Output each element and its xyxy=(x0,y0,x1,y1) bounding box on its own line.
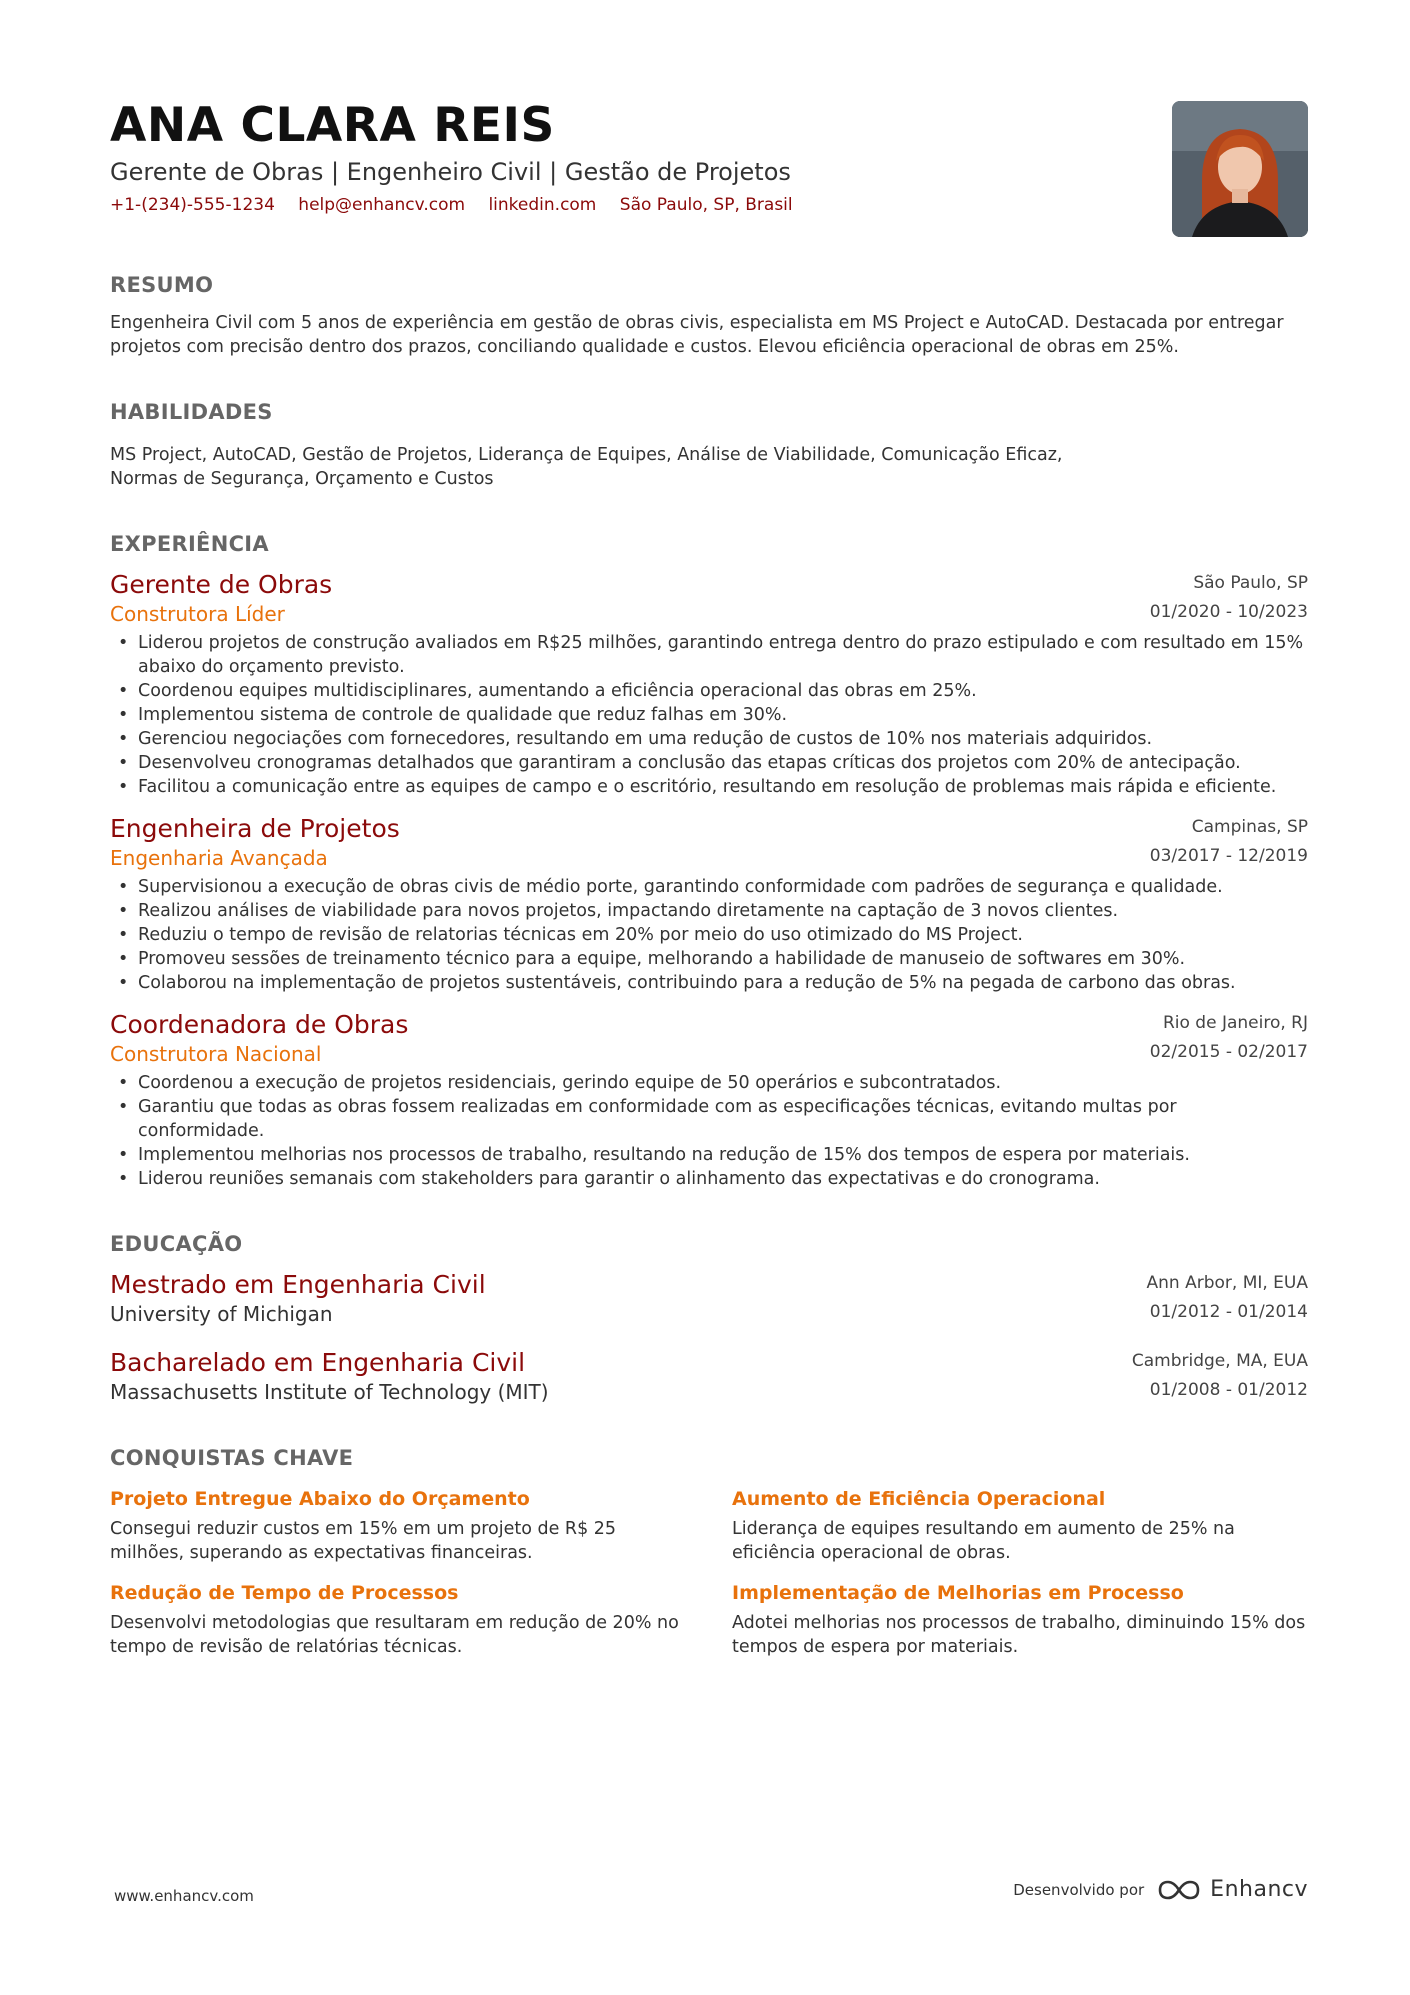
education-entry xyxy=(110,1269,1308,1327)
contact-info xyxy=(110,192,1308,218)
achievement-item xyxy=(732,1579,1308,1659)
experience-bullet: • Reduziu o tempo de revisão de relatorias técnicas em 20% por meio do uso otimizado do MS Project. xyxy=(110,923,1308,947)
experience-dates: 01/2020 - 10/2023 xyxy=(1149,602,1308,622)
education-degree: Bacharelado em Engenharia Civil xyxy=(110,1348,526,1377)
contact-location: São Paulo, SP, Brasil xyxy=(619,195,793,215)
experience-location: São Paulo, SP xyxy=(1193,573,1308,593)
contact-phone[interactable]: +1-(234)-555-1234 xyxy=(110,195,275,215)
experience-entry xyxy=(110,569,1308,799)
contact-email[interactable]: help@enhancv.com xyxy=(298,195,466,215)
experience-bullet: • Gerenciou negociações com fornecedores, resultando em uma redução de custos de 10% nos materiais adquiridos. xyxy=(110,727,1308,751)
education-school: Massachusetts Institute of Technology (MIT) xyxy=(110,1380,549,1404)
education-heading: EDUCAÇÃO xyxy=(110,1232,243,1256)
achievement-title: Projeto Entregue Abaixo do Orçamento xyxy=(110,1488,530,1510)
skills-line-1: MS Project, AutoCAD, Gestão de Projetos, Liderança de Equipes, Análise de Viabilidade, Comunicação Eficaz, xyxy=(110,445,1063,465)
education-dates: 01/2012 - 01/2014 xyxy=(1149,1302,1308,1322)
experience-company: Construtora Líder xyxy=(110,602,285,626)
summary-section xyxy=(110,270,1308,359)
experience-dates: 02/2015 - 02/2017 xyxy=(1149,1042,1308,1062)
achievements-grid xyxy=(110,1485,1308,1659)
footer-brand[interactable]: Enhancv xyxy=(1210,1877,1308,1902)
achievement-description: Adotei melhorias nos processos de trabalho, diminuindo 15% dos tempos de espera por materiais. xyxy=(732,1613,1306,1657)
experience-company: Engenharia Avançada xyxy=(110,846,328,870)
experience-bullet: • Coordenou equipes multidisciplinares, aumentando a eficiência operacional das obras em 25%. xyxy=(110,679,1308,703)
summary-heading: RESUMO xyxy=(110,273,214,297)
experience-bullet: • Coordenou a execução de projetos residenciais, gerindo equipe de 50 operários e subcontratados. xyxy=(110,1071,1308,1095)
candidate-headline: Gerente de Obras | Engenheiro Civil | Gestão de Projetos xyxy=(110,158,791,186)
enhancv-logo-icon xyxy=(1156,1878,1202,1902)
achievements-heading: CONQUISTAS CHAVE xyxy=(110,1446,354,1470)
skills-heading: HABILIDADES xyxy=(110,400,273,424)
footer-branding xyxy=(1013,1877,1308,1902)
experience-role: Coordenadora de Obras xyxy=(110,1010,409,1039)
experience-heading: EXPERIÊNCIA xyxy=(110,532,269,556)
experience-role: Gerente de Obras xyxy=(110,570,333,599)
education-dates: 01/2008 - 01/2012 xyxy=(1149,1380,1308,1400)
experience-location: Campinas, SP xyxy=(1191,817,1308,837)
education-meta xyxy=(1147,1269,1309,1327)
experience-meta xyxy=(1150,569,1308,627)
footer-website[interactable]: www.enhancv.com xyxy=(114,1887,254,1905)
achievement-item xyxy=(110,1579,686,1659)
experience-location: Rio de Janeiro, RJ xyxy=(1162,1013,1308,1033)
experience-entry xyxy=(110,813,1308,995)
experience-bullets xyxy=(110,1071,1308,1191)
achievement-item xyxy=(732,1485,1308,1565)
achievement-title: Aumento de Eficiência Operacional xyxy=(732,1488,1106,1510)
education-location: Ann Arbor, MI, EUA xyxy=(1146,1273,1308,1293)
experience-company: Construtora Nacional xyxy=(110,1042,322,1066)
education-meta xyxy=(1132,1347,1308,1405)
achievement-description: Consegui reduzir custos em 15% em um projeto de R$ 25 milhões, superando as expectativas financeiras. xyxy=(110,1519,617,1563)
experience-meta xyxy=(1150,1009,1308,1067)
skills-list xyxy=(110,443,1308,491)
experience-bullet: • Facilitou a comunicação entre as equipes de campo e o escritório, resultando em resolução de problemas mais rápida e eficiente. xyxy=(110,775,1308,799)
experience-bullet: • Garantiu que todas as obras fossem realizadas em conformidade com as especificações técnicas, evitando multas por conformidade. xyxy=(110,1095,1308,1143)
experience-bullets xyxy=(110,631,1308,799)
education-degree: Mestrado em Engenharia Civil xyxy=(110,1270,486,1299)
skills-section xyxy=(110,397,1308,491)
resume-content xyxy=(110,98,1308,1659)
resume-header xyxy=(110,98,1308,248)
summary-text: Engenheira Civil com 5 anos de experiência em gestão de obras civis, especialista em MS Project e AutoCAD. Destacada por entregar projetos com precisão dentro dos prazos, conciliando qualidade e custos. Elevou eficiência operacional de obras em 25%. xyxy=(110,313,1284,357)
experience-bullet: • Promoveu sessões de treinamento técnico para a equipe, melhorando a habilidade de manuseio de softwares em 30%. xyxy=(110,947,1308,971)
achievement-description: Desenvolvi metodologias que resultaram em redução de 20% no tempo de revisão de relatórias técnicas. xyxy=(110,1613,679,1657)
experience-bullets xyxy=(110,875,1308,995)
achievements-section xyxy=(110,1443,1308,1659)
education-section xyxy=(110,1229,1308,1405)
achievement-item xyxy=(110,1485,686,1565)
footer-powered-by: Desenvolvido por xyxy=(1013,1880,1145,1899)
experience-role: Engenheira de Projetos xyxy=(110,814,400,843)
achievement-description: Liderança de equipes resultando em aumento de 25% na eficiência operacional de obras. xyxy=(732,1519,1235,1563)
achievement-title: Implementação de Melhorias em Processo xyxy=(732,1582,1184,1604)
experience-bullet: • Implementou sistema de controle de qualidade que reduz falhas em 30%. xyxy=(110,703,1308,727)
profile-photo-illustration xyxy=(1172,101,1308,237)
experience-entry xyxy=(110,1009,1308,1191)
experience-bullet: • Desenvolveu cronogramas detalhados que garantiram a conclusão das etapas críticas dos projetos com 20% de antecipação. xyxy=(110,751,1308,775)
education-entry xyxy=(110,1347,1308,1405)
experience-bullet: • Colaborou na implementação de projetos sustentáveis, contribuindo para a redução de 5% na pegada de carbono das obras. xyxy=(110,971,1308,995)
experience-dates: 03/2017 - 12/2019 xyxy=(1149,846,1308,866)
experience-bullet: • Implementou melhorias nos processos de trabalho, resultando na redução de 15% dos tempos de espera por materiais. xyxy=(110,1143,1308,1167)
experience-meta xyxy=(1150,813,1308,871)
experience-section xyxy=(110,529,1308,1191)
experience-bullet: • Supervisionou a execução de obras civis de médio porte, garantindo conformidade com padrões de segurança e qualidade. xyxy=(110,875,1308,899)
skills-line-2: Normas de Segurança, Orçamento e Custos xyxy=(110,469,494,489)
contact-linkedin[interactable]: linkedin.com xyxy=(488,195,597,215)
education-school: University of Michigan xyxy=(110,1302,333,1326)
education-location: Cambridge, MA, EUA xyxy=(1131,1351,1308,1371)
candidate-name: ANA CLARA REIS xyxy=(110,98,555,153)
experience-bullet: • Liderou reuniões semanais com stakeholders para garantir o alinhamento das expectativas e do cronograma. xyxy=(110,1167,1308,1191)
profile-photo xyxy=(1172,101,1308,237)
experience-bullet: • Realizou análises de viabilidade para novos projetos, impactando diretamente na captação de 3 novos clientes. xyxy=(110,899,1308,923)
achievement-title: Redução de Tempo de Processos xyxy=(110,1582,459,1604)
experience-bullet: • Liderou projetos de construção avaliados em R$25 milhões, garantindo entrega dentro do prazo estipulado e com resultado em 15% abaixo do orçamento previsto. xyxy=(110,631,1308,679)
